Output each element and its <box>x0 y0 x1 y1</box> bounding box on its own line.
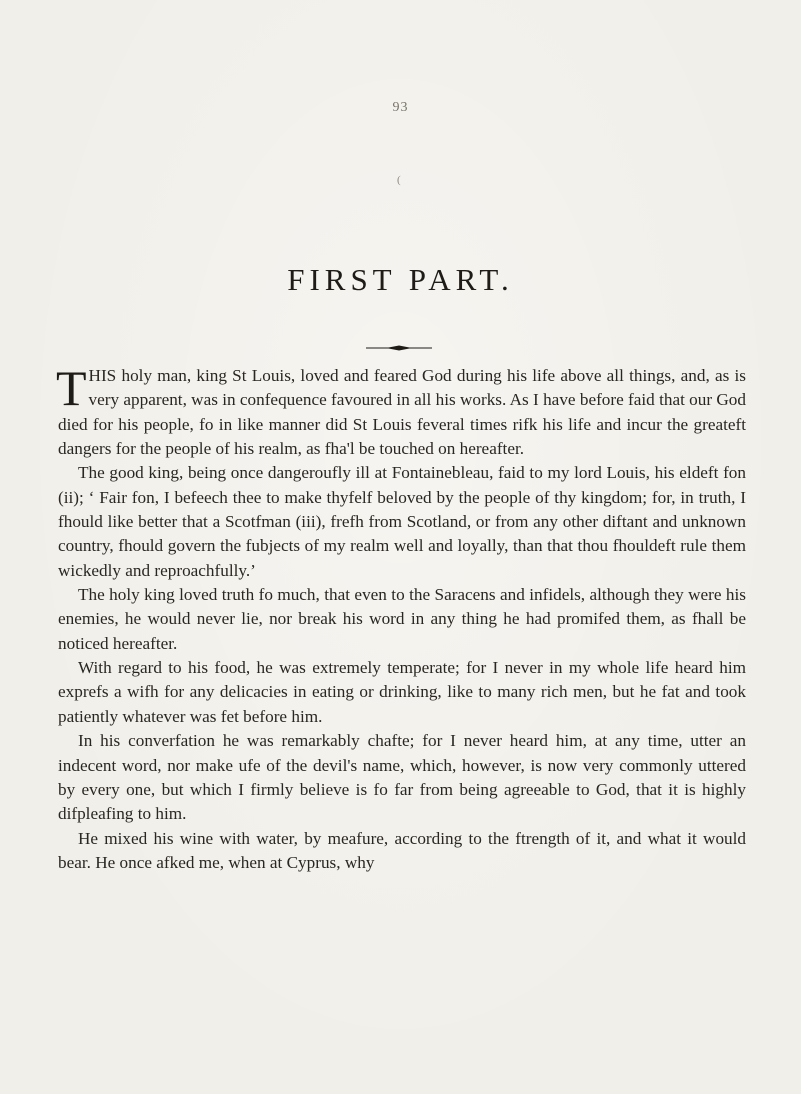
paragraph-2: The good king, being once dangeroufly ill at Fontainebleau, faid to my lord Louis, his eldeft fon (ii); ‘ Fair fon, I befeech thee to make thyfelf beloved by the people of thy kingdom; for, in truth, I fhould like better that a Scotfman (iii), frefh from Scotland, or from any other diftant and unknown country, fhould govern the fubjects of my realm well and loyally, than that thou fhouldeft rule them wickedly and reproachfully.’ <box>58 463 746 580</box>
stray-mark: ( <box>397 174 401 186</box>
page-number: 93 <box>392 100 409 115</box>
paragraph-text: holy man, king St Louis, loved and feared God during his life above all things, and, as is very apparent, was in confequence favoured in all his works. As I have before faid that our God died for his people, fo in like manner did St Louis feveral times rifk his life and incur the greateft dangers for the people of his realm, as fha'l be touched on hereafter. <box>58 366 746 459</box>
paragraph-3: The holy king loved truth fo much, that even to the Saracens and infidels, although they were his enemies, he would never lie, nor break his word in any thing he had promifed them, as fhall be noticed hereafter. <box>58 585 746 653</box>
drop-cap: T <box>56 360 87 416</box>
part-heading: FIRST PART. <box>287 262 514 297</box>
paragraph-4: With regard to his food, he was extremely temperate; for I never in my whole life heard him exprefs a wifh for any delicacies in eating or drinking, like to many rich men, but he fat and took patiently whatever was fet before him. <box>58 658 746 726</box>
first-word-rest: HIS <box>88 366 117 385</box>
paragraph-1 <box>56 360 746 461</box>
ornament-rule-icon <box>364 344 434 352</box>
paragraph-6: He mixed his wine with water, by meafure, according to the ftrength of it, and what it would bear. He once afked me, when at Cyprus, why <box>58 828 746 872</box>
paragraph-5: In his converfation he was remarkably chafte; for I never heard him, at any time, utter an indecent word, nor make ufe of the devil's name, which, however, is now very commonly uttered by every one, but which I firmly believe is fo far from being agreeable to God, that it is highly difpleafing to him. <box>58 731 746 824</box>
body-text <box>56 360 746 875</box>
